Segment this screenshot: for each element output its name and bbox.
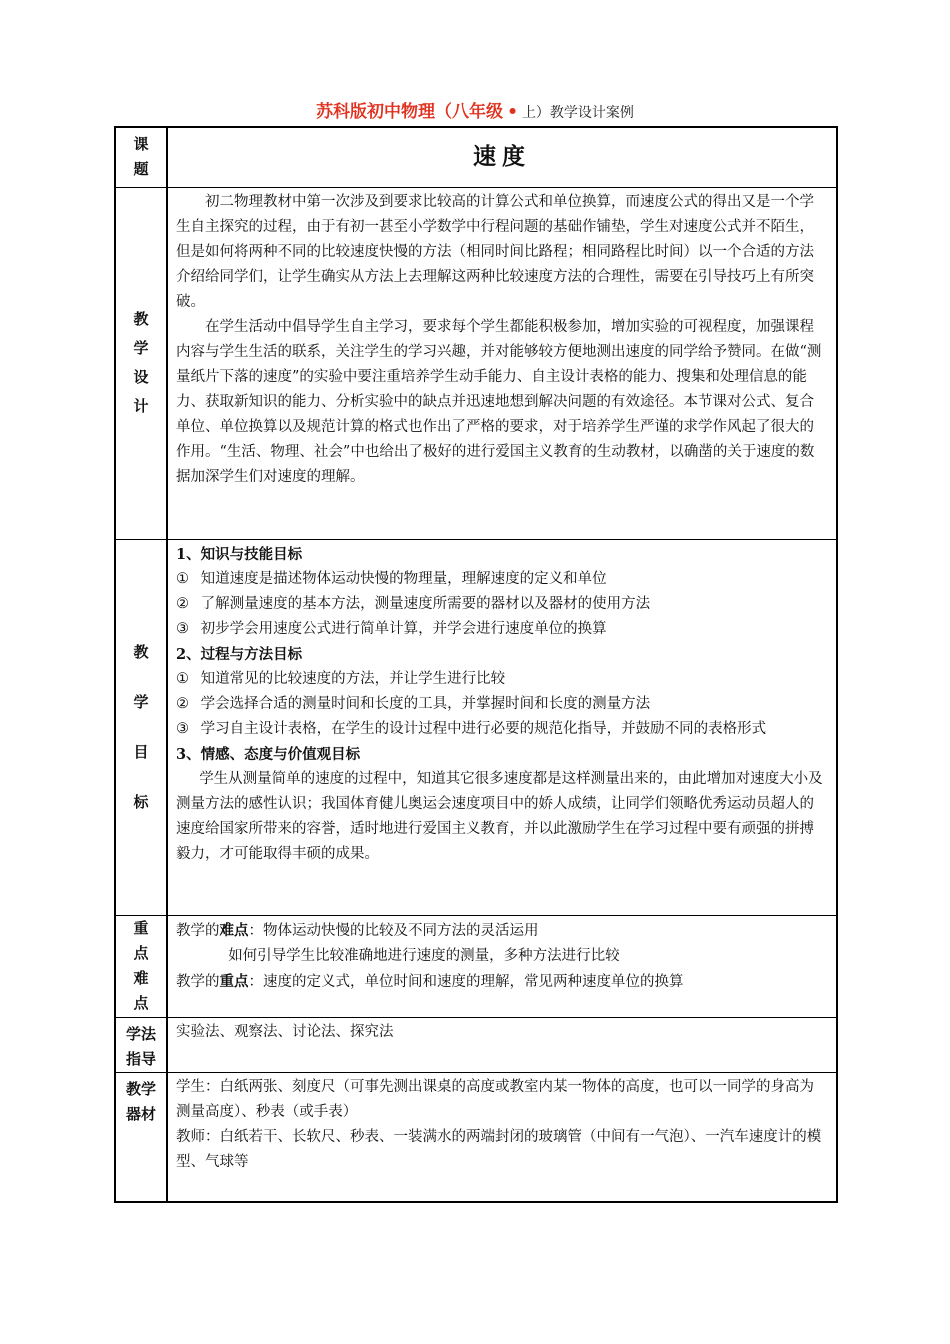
row-topic: [115, 127, 837, 187]
key-points-cell: [167, 915, 837, 1017]
difficulty-line-2: 如何引导学生比较准确地进行速度的测量，多种方法进行比较: [228, 947, 620, 964]
label-key-points: 重 点 难 点: [115, 915, 167, 1017]
focus-line: 教学的重点：速度的定义式，单位时间和速度的理解，常见两种速度单位的换算: [176, 972, 684, 990]
goal-heading-2: 2、过程与方法目标: [176, 645, 303, 663]
methods-value: 实验法、观察法、讨论法、探究法: [176, 1023, 394, 1040]
teaching-design-cell: [167, 187, 837, 539]
difficulty-line: 教学的难点：物体运动快慢的比较及不同方法的灵活运用: [176, 921, 539, 939]
goal-item: ① 知道速度是描述物体运动快慢的物理量，理解速度的定义和单位: [176, 570, 607, 587]
row-key-points: [115, 915, 837, 1017]
goal-heading-3: 3、情感、态度与价值观目标: [176, 745, 361, 763]
lesson-plan-table: [114, 126, 838, 1203]
goal-item: ① 知道常见的比较速度的方法，并让学生进行比较: [176, 670, 506, 687]
equipment-teacher: 教师：白纸若干、长软尺、秒表、一装满水的两端封闭的玻璃管（中间有一气泡）、一汽车速度计的模型、气球等: [176, 1128, 822, 1170]
label-teaching-design: 教 学 设 计: [115, 187, 167, 539]
teaching-goals-cell: [167, 539, 837, 915]
row-equipment: [115, 1072, 837, 1202]
title-red-part: 苏科版初中物理（八年级: [316, 102, 504, 122]
title-dot: •: [507, 102, 518, 122]
goal-item: ③ 初步学会用速度公式进行简单计算，并学会进行速度单位的换算: [176, 620, 607, 637]
label-methods: 学法 指导: [115, 1017, 167, 1072]
topic-value: 速度: [473, 144, 531, 170]
goal-item: ③ 学习自主设计表格，在学生的设计过程中进行必要的规范化指导，并鼓励不同的表格形式: [176, 720, 767, 737]
goal-paragraph: 学生从测量简单的速度的过程中，知道其它很多速度都是这样测量出来的，由此增加对速度大小及测量方法的感性认识；我国体育健儿奥运会速度项目中的娇人成绩，让同学们领略优秀运动员超人的速度给国家所带来的容誉，适时地进行爱国主义教育，并以此激励学生在学习过程中要有顽强的拼搏毅力，才可能取得丰硕的成果。: [176, 770, 823, 862]
design-paragraph-2: 在学生活动中倡导学生自主学习，要求每个学生都能积极参加，增加实验的可视程度，加强课程内容与学生生活的联系，关注学生的学习兴趣，并对能够较方便地测出速度的同学给予赞同。在做“测量纸片下落的速度”的实验中要注重培养学生动手能力、自主设计表格的能力、搜集和处理信息的能力、获取新知识的能力、分析实验中的缺点并迅速地想到解决问题的有效途径。本节课对公式、复合单位、单位换算以及规范计算的格式也作出了严格的要求，对于培养学生严谨的求学作风起了很大的作用。“生活、物理、社会”中也给出了极好的进行爱国主义教育的生动教材，以确凿的关于速度的数据加深学生们对速度的理解。: [176, 318, 822, 485]
equipment-cell: [167, 1072, 837, 1202]
topic-cell: [167, 127, 837, 187]
title-black-part: 上）教学设计案例: [521, 105, 634, 121]
row-methods: [115, 1017, 837, 1072]
goal-item: ② 学会选择合适的测量时间和长度的工具，并掌握时间和长度的测量方法: [176, 695, 651, 712]
goal-heading-1: 1、知识与技能目标: [176, 545, 303, 563]
goal-item: ② 了解测量速度的基本方法，测量速度所需要的器材以及器材的使用方法: [176, 595, 651, 612]
equipment-student: 学生：白纸两张、刻度尺（可事先测出课桌的高度或教室内某一物体的高度，也可以一同学的身高为测量高度）、秒表（或手表）: [176, 1078, 814, 1120]
design-paragraph-1: 初二物理教材中第一次涉及到要求比较高的计算公式和单位换算，而速度公式的得出又是一个学生自主探究的过程，由于有初一甚至小学数学中行程问题的基础作铺垫，学生对速度公式并不陌生，但是如何将两种不同的比较速度快慢的方法（相同时间比路程；相同路程比时间）以一个合适的方法介绍给同学们，让学生确实从方法上去理解这两种比较速度方法的合理性，需要在引导技巧上有所突破。: [176, 193, 814, 310]
label-equipment: 教学 器材: [115, 1072, 167, 1202]
methods-cell: [167, 1017, 837, 1072]
label-teaching-goals: 教 学 目 标: [115, 539, 167, 915]
label-topic: 课 题: [115, 127, 167, 187]
document-title: [0, 100, 950, 125]
row-teaching-goals: [115, 539, 837, 915]
row-teaching-design: [115, 187, 837, 539]
